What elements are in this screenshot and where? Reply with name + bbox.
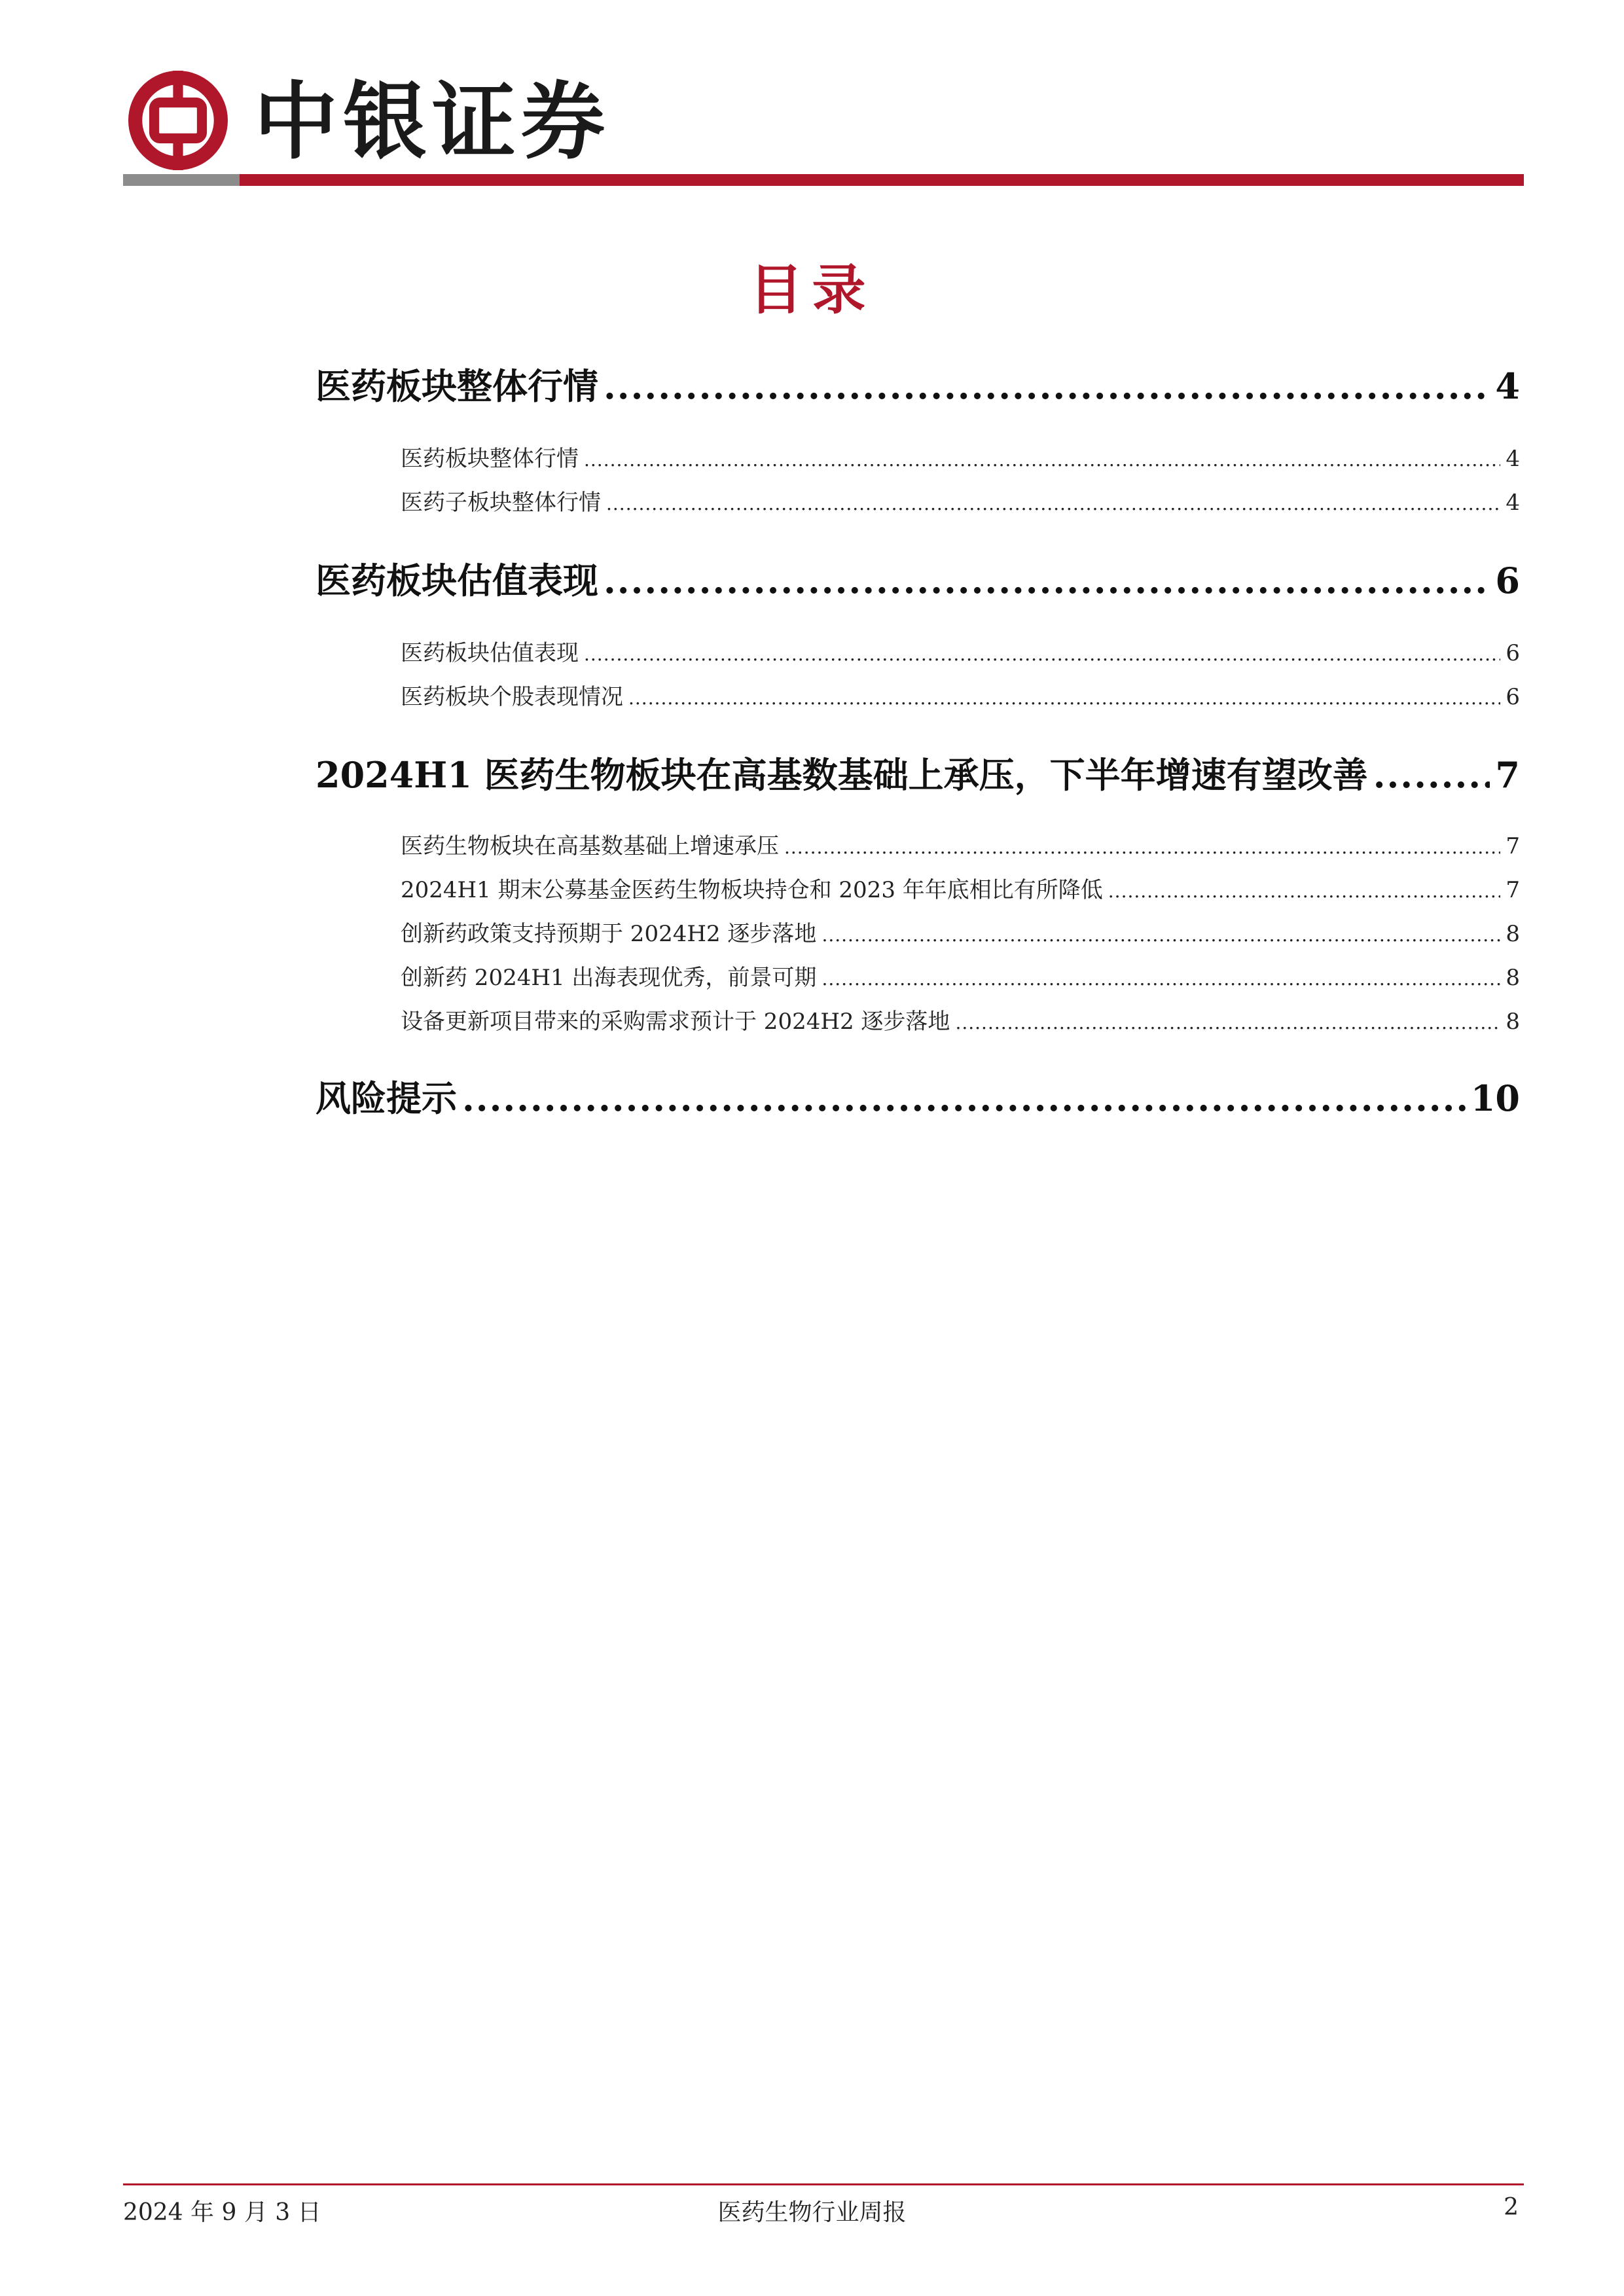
toc-entry-page: 8 [1506,965,1520,991]
toc-entry[interactable] [401,960,1520,992]
toc-entry-label: 创新药政策支持预期于 2024H2 逐步落地 [401,921,817,947]
footer-report-name: 医药生物行业周报 [717,2199,907,2226]
toc-leader-dots [628,687,1500,709]
toc-entry[interactable] [316,1071,1520,1121]
brand-name: 中银证券 [254,73,611,171]
toc-entry[interactable] [316,553,1520,603]
toc-leader-dots [604,365,1490,407]
toc-leader-dots [955,1012,1500,1033]
footer-page-number: 2 [1504,2194,1519,2221]
toc-entry-label: 2024H1 期末公募基金医药生物板块持仓和 2023 年年底相比有所降低 [401,877,1103,903]
toc-leader-dots [584,449,1500,471]
toc-entry-page: 7 [1495,754,1520,796]
toc-entry-label: 医药板块整体行情 [401,446,579,472]
toc-entry-label: 风险提示 [316,1077,457,1119]
toc-entry-page: 4 [1506,490,1520,516]
toc-leader-dots [604,560,1490,601]
toc-entry-page: 7 [1506,877,1520,903]
toc-entry-label: 医药板块整体行情 [316,365,598,407]
toc-entry-label: 医药板块估值表现 [316,560,598,601]
toc-entry[interactable] [401,440,1520,473]
toc-entry-page: 6 [1495,560,1520,601]
toc-entry-label: 设备更新项目带来的采购需求预计于 2024H2 逐步落地 [401,1009,950,1035]
toc-entry-page: 4 [1495,365,1520,407]
toc-entry[interactable] [401,635,1520,667]
toc-entry-page: 6 [1506,684,1520,710]
toc-entry-label: 医药子板块整体行情 [401,490,601,516]
toc-leader-dots [462,1077,1466,1119]
toc-leader-dots [784,836,1500,858]
toc-entry-page: 7 [1506,833,1520,859]
toc-leader-dots [1373,754,1490,796]
toc-leader-dots [1108,880,1501,902]
footer-date: 2024 年 9 月 3 日 [123,2199,321,2226]
toc-entry[interactable] [401,1003,1520,1035]
toc-entry-page: 8 [1506,1009,1520,1035]
toc-entry-page: 6 [1506,640,1520,666]
toc-entry-label: 医药板块个股表现情况 [401,684,623,710]
toc-title: 目录 [749,259,875,321]
toc-entry[interactable] [401,872,1520,904]
footer-divider [123,2183,1524,2185]
toc-entry-page: 8 [1506,921,1520,947]
toc-entry[interactable] [401,679,1520,711]
toc-entry-label: 医药板块估值表现 [401,640,579,666]
toc-entry-label: 医药生物板块在高基数基础上增速承压 [401,833,779,859]
toc-leader-dots [584,643,1500,665]
toc-entry-label: 2024H1 医药生物板块在高基数基础上承压，下半年增速有望改善 [316,754,1368,796]
toc-entry[interactable] [316,359,1520,409]
toc-entry[interactable] [401,828,1520,860]
toc-leader-dots [821,924,1500,946]
toc-entry[interactable] [401,484,1520,516]
toc-leader-dots [821,968,1500,990]
toc-entry-label: 创新药 2024H1 出海表现优秀，前景可期 [401,965,817,991]
toc-leader-dots [606,493,1500,514]
toc-entry[interactable] [401,916,1520,948]
toc-entry-page: 10 [1470,1077,1520,1119]
toc-entry-page: 4 [1506,446,1520,472]
toc-entry[interactable] [316,747,1520,798]
